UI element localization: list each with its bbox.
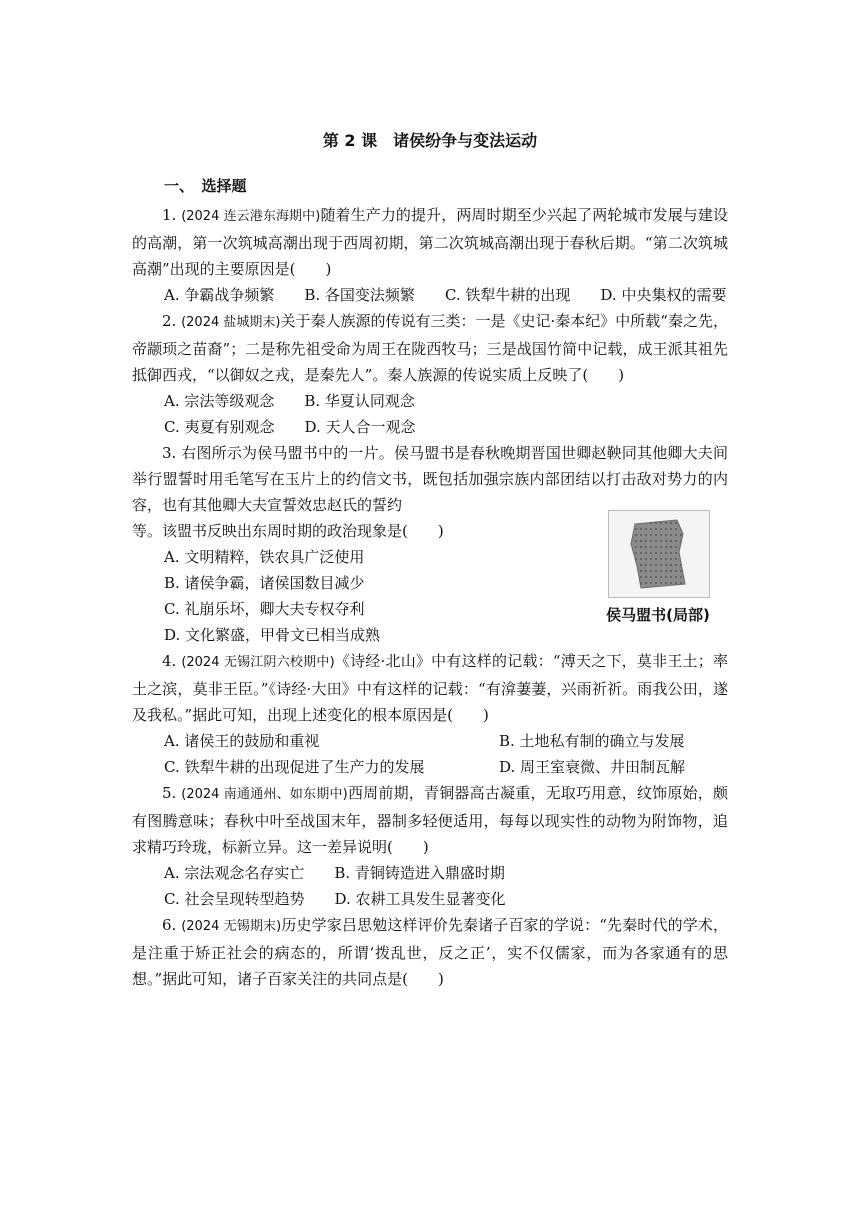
- question-1-options: [132, 282, 728, 308]
- option-d: D. 天人合一观念: [304, 418, 416, 436]
- question-5-options-row-2: [132, 886, 728, 912]
- option-d: D. 中央集权的需要: [600, 286, 727, 304]
- option-c: C. 社会呈现转型趋势: [164, 890, 305, 908]
- question-3-stem: 等。该盟书反映出东周时期的政治现象是( ): [132, 522, 444, 540]
- option-c: C. 铁犁牛耕的出现促进了生产力的发展: [164, 758, 425, 776]
- question-2-options-row-2: [132, 414, 728, 440]
- question-1: 1. (2024 连云港东海期中)随着生产力的提升，两周时期至少兴起了两轮城市发展与建设的高潮，第一次筑城高潮出现于西周初期，第二次筑城高潮出现于春秋后期。“第二次筑城高潮”出现的主要原因是( ): [132, 206, 728, 278]
- option-d: D. 农耕工具发生显著变化: [334, 890, 506, 908]
- option-a: A. 宗法等级观念: [164, 392, 275, 410]
- question-6: 6. (2024 无锡期末)历史学家吕思勉这样评价先秦诸子百家的学说：“先秦时代的学术，是注重于矫正社会的病态的，所谓‘拨乱世，反之正’，实不仅儒家，而为各家通有的思想。”据此可知，诸子百家关注的共同点是( ): [132, 916, 728, 988]
- option-c: C. 铁犁牛耕的出现: [444, 286, 571, 304]
- figure-caption: 侯马盟书(局部): [606, 606, 710, 624]
- option-c: C. 夷夏有别观念: [164, 418, 275, 436]
- option-c: C. 礼崩乐坏，卿大夫专权夺利: [164, 600, 365, 618]
- question-5: 5. (2024 南通通州、如东期中)西周前期，青铜器高古凝重，无取巧用意，纹饰原始，颇有图腾意味；春秋中叶至战国末年，器制多轻便适用，每每以现实性的动物为附饰物，追求精巧玲珑，标新立异。这一差异说明( ): [132, 784, 728, 856]
- question-4-options-row-2: [132, 754, 728, 780]
- question-4: 4. (2024 无锡江阴六校期中)《诗经·北山》中有这样的记载：“溥天之下，莫非王土；率土之滨，莫非王臣。”《诗经·大田》中有这样的记载：“有渰萋萋，兴雨祈祈。雨我公田，遂及我私。”据此可知，出现上述变化的根本原因是( ): [132, 652, 728, 724]
- option-d: D. 文化繁盛，甲骨文已相当成熟: [164, 626, 381, 644]
- question-5-options-row-1: [132, 860, 728, 886]
- option-b: B. 华夏认同观念: [304, 392, 415, 410]
- option-b: B. 青铜铸造进入鼎盛时期: [334, 864, 505, 882]
- question-3-body: [132, 518, 728, 648]
- option-d: D. 周王室衰微、井田制瓦解: [499, 758, 686, 776]
- jade-tablet-image-icon: [619, 514, 699, 594]
- question-2-options-row-1: [132, 388, 728, 414]
- question-4-options-row-1: [132, 728, 728, 754]
- document-page: [132, 128, 728, 992]
- houma-covenant-image: [608, 510, 710, 598]
- option-a: A. 诸侯王的鼓励和重视: [164, 732, 320, 750]
- question-2: 2. (2024 盐城期末)关于秦人族源的传说有三类：一是《史记·秦本纪》中所载“秦之先，帝颛顼之苗裔”；二是称先祖受命为周王在陇西牧马；三是战国竹简中记载，成王派其祖先抵御西戎，“以御奴之戎，是秦先人”。秦人族源的传说实质上反映了( ): [132, 312, 728, 384]
- option-a: A. 宗法观念名存实亡: [164, 864, 305, 882]
- option-b: B. 各国变法频繁: [304, 286, 415, 304]
- lesson-title: 第 2 课 诸侯纷争与变法运动: [322, 131, 538, 150]
- option-b: B. 诸侯争霸，诸侯国数目减少: [164, 574, 365, 592]
- option-b: B. 土地私有制的确立与发展: [499, 732, 685, 750]
- houma-covenant-figure: [598, 510, 714, 625]
- option-a: A. 争霸战争频繁: [164, 286, 275, 304]
- section-heading: 一、 选择题: [164, 177, 247, 195]
- question-3-intro: 3. 右图所示为侯马盟书中的一片。侯马盟书是春秋晚期晋国世卿赵鞅同其他卿大夫间举行盟誓时用毛笔写在玉片上的约信文书，既包括加强宗族内部团结以打击敌对势力的内容，也有其他卿大夫宣誓效忠赵氏的誓约: [132, 444, 728, 514]
- option-a: A. 文明精粹，铁农具广泛使用: [164, 548, 365, 566]
